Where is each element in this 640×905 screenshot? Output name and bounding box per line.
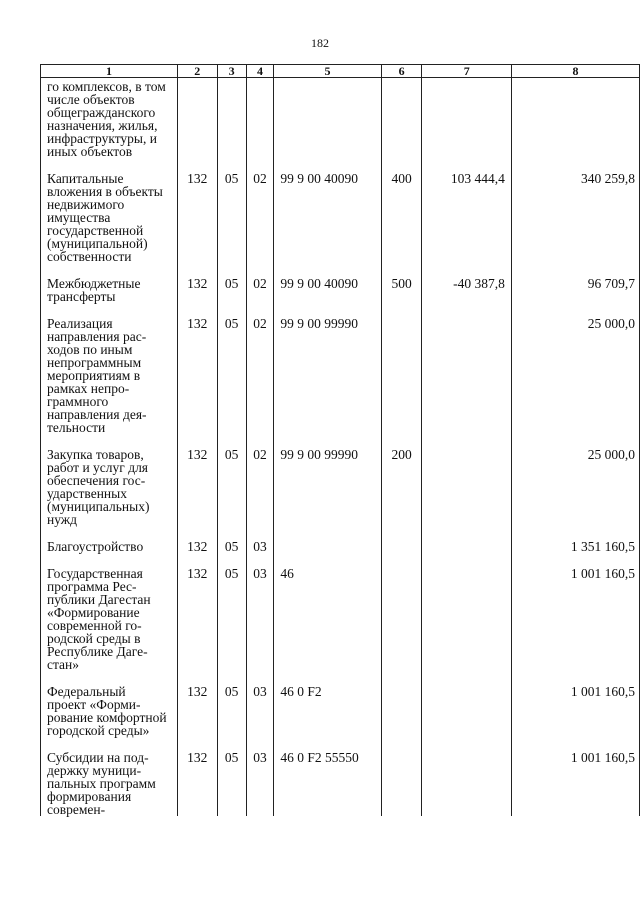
cell-subsection: 02: [246, 447, 274, 539]
column-header-3: 3: [217, 65, 246, 78]
cell-section: 05: [217, 539, 246, 566]
table-row: [41, 276, 640, 316]
cell-total: 1 351 160,5: [511, 539, 639, 566]
cell-code: 132: [177, 684, 217, 750]
column-header-8: 8: [511, 65, 639, 78]
cell-total: 1 001 160,5: [511, 566, 639, 684]
table-row: [41, 78, 640, 172]
cell-code: 132: [177, 750, 217, 816]
cell-code: [177, 78, 217, 172]
cell-target: 99 9 00 99990: [274, 447, 381, 539]
cell-change: [422, 539, 511, 566]
row-name: Благоустройство: [41, 539, 178, 566]
cell-code: 132: [177, 171, 217, 276]
table-row: [41, 750, 640, 816]
cell-total: 96 709,7: [511, 276, 639, 316]
budget-table: [40, 64, 640, 816]
cell-section: 05: [217, 684, 246, 750]
row-name: Капитальные вложения в объекты недвижимого имущества государственной (муниципальной) собственности: [41, 171, 178, 276]
row-name: Закупка товаров, работ и услуг для обеспечения государственных (муниципальных) нужд: [41, 447, 178, 539]
cell-target: 99 9 00 40090: [274, 276, 381, 316]
cell-total: 340 259,8: [511, 171, 639, 276]
cell-code: 132: [177, 539, 217, 566]
cell-change: -40 387,8: [422, 276, 511, 316]
cell-expense-type: [381, 539, 422, 566]
page-number: 182: [311, 36, 329, 50]
cell-target: 46 0 F2: [274, 684, 381, 750]
cell-section: 05: [217, 171, 246, 276]
cell-subsection: [246, 78, 274, 172]
cell-change: [422, 750, 511, 816]
cell-code: 132: [177, 276, 217, 316]
cell-expense-type: [381, 684, 422, 750]
header-row: [41, 65, 640, 78]
cell-subsection: 03: [246, 539, 274, 566]
cell-section: 05: [217, 447, 246, 539]
row-name: го комплексов, в том числе объектов общегражданского назначения, жилья, инфраструктуры, и иных объектов: [41, 78, 178, 172]
cell-expense-type: [381, 566, 422, 684]
column-header-5: 5: [274, 65, 381, 78]
row-name: Межбюджетные трансферты: [41, 276, 178, 316]
cell-section: [217, 78, 246, 172]
cell-total: 1 001 160,5: [511, 750, 639, 816]
cell-section: 05: [217, 566, 246, 684]
cell-change: [422, 684, 511, 750]
cell-change: [422, 316, 511, 447]
cell-section: 05: [217, 276, 246, 316]
table-row: [41, 447, 640, 539]
cell-change: [422, 78, 511, 172]
table-row: [41, 539, 640, 566]
cell-subsection: 02: [246, 276, 274, 316]
cell-target: 99 9 00 40090: [274, 171, 381, 276]
table-row: [41, 171, 640, 276]
cell-total: 25 000,0: [511, 447, 639, 539]
column-header-4: 4: [246, 65, 274, 78]
cell-target: 46: [274, 566, 381, 684]
cell-target: [274, 539, 381, 566]
cell-total: 1 001 160,5: [511, 684, 639, 750]
cell-subsection: 03: [246, 750, 274, 816]
column-header-1: 1: [41, 65, 178, 78]
cell-section: 05: [217, 750, 246, 816]
table-row: [41, 316, 640, 447]
cell-subsection: 02: [246, 171, 274, 276]
cell-subsection: 02: [246, 316, 274, 447]
cell-target: 99 9 00 99990: [274, 316, 381, 447]
cell-expense-type: [381, 78, 422, 172]
cell-total: 25 000,0: [511, 316, 639, 447]
table-row: [41, 566, 640, 684]
cell-change: 103 444,4: [422, 171, 511, 276]
column-header-2: 2: [177, 65, 217, 78]
row-name: Реализация направления расходов по иным непрограммным мероприятиям в рамках непрограммного направления деятельности: [41, 316, 178, 447]
row-name: Федеральный проект «Формирование комфортной городской среды»: [41, 684, 178, 750]
cell-change: [422, 447, 511, 539]
cell-target: [274, 78, 381, 172]
cell-section: 05: [217, 316, 246, 447]
row-name: Государственная программа Республики Дагестан «Формирование современной городской среды в Республике Дагестан»: [41, 566, 178, 684]
table-row: [41, 684, 640, 750]
column-header-7: 7: [422, 65, 511, 78]
cell-change: [422, 566, 511, 684]
cell-total: [511, 78, 639, 172]
cell-expense-type: [381, 316, 422, 447]
cell-code: 132: [177, 566, 217, 684]
cell-subsection: 03: [246, 566, 274, 684]
cell-code: 132: [177, 316, 217, 447]
cell-expense-type: 500: [381, 276, 422, 316]
cell-expense-type: 200: [381, 447, 422, 539]
cell-code: 132: [177, 447, 217, 539]
column-header-6: 6: [381, 65, 422, 78]
cell-expense-type: [381, 750, 422, 816]
row-name: Субсидии на поддержку муниципальных программ формирования современ-: [41, 750, 178, 816]
cell-target: 46 0 F2 55550: [274, 750, 381, 816]
cell-subsection: 03: [246, 684, 274, 750]
cell-expense-type: 400: [381, 171, 422, 276]
